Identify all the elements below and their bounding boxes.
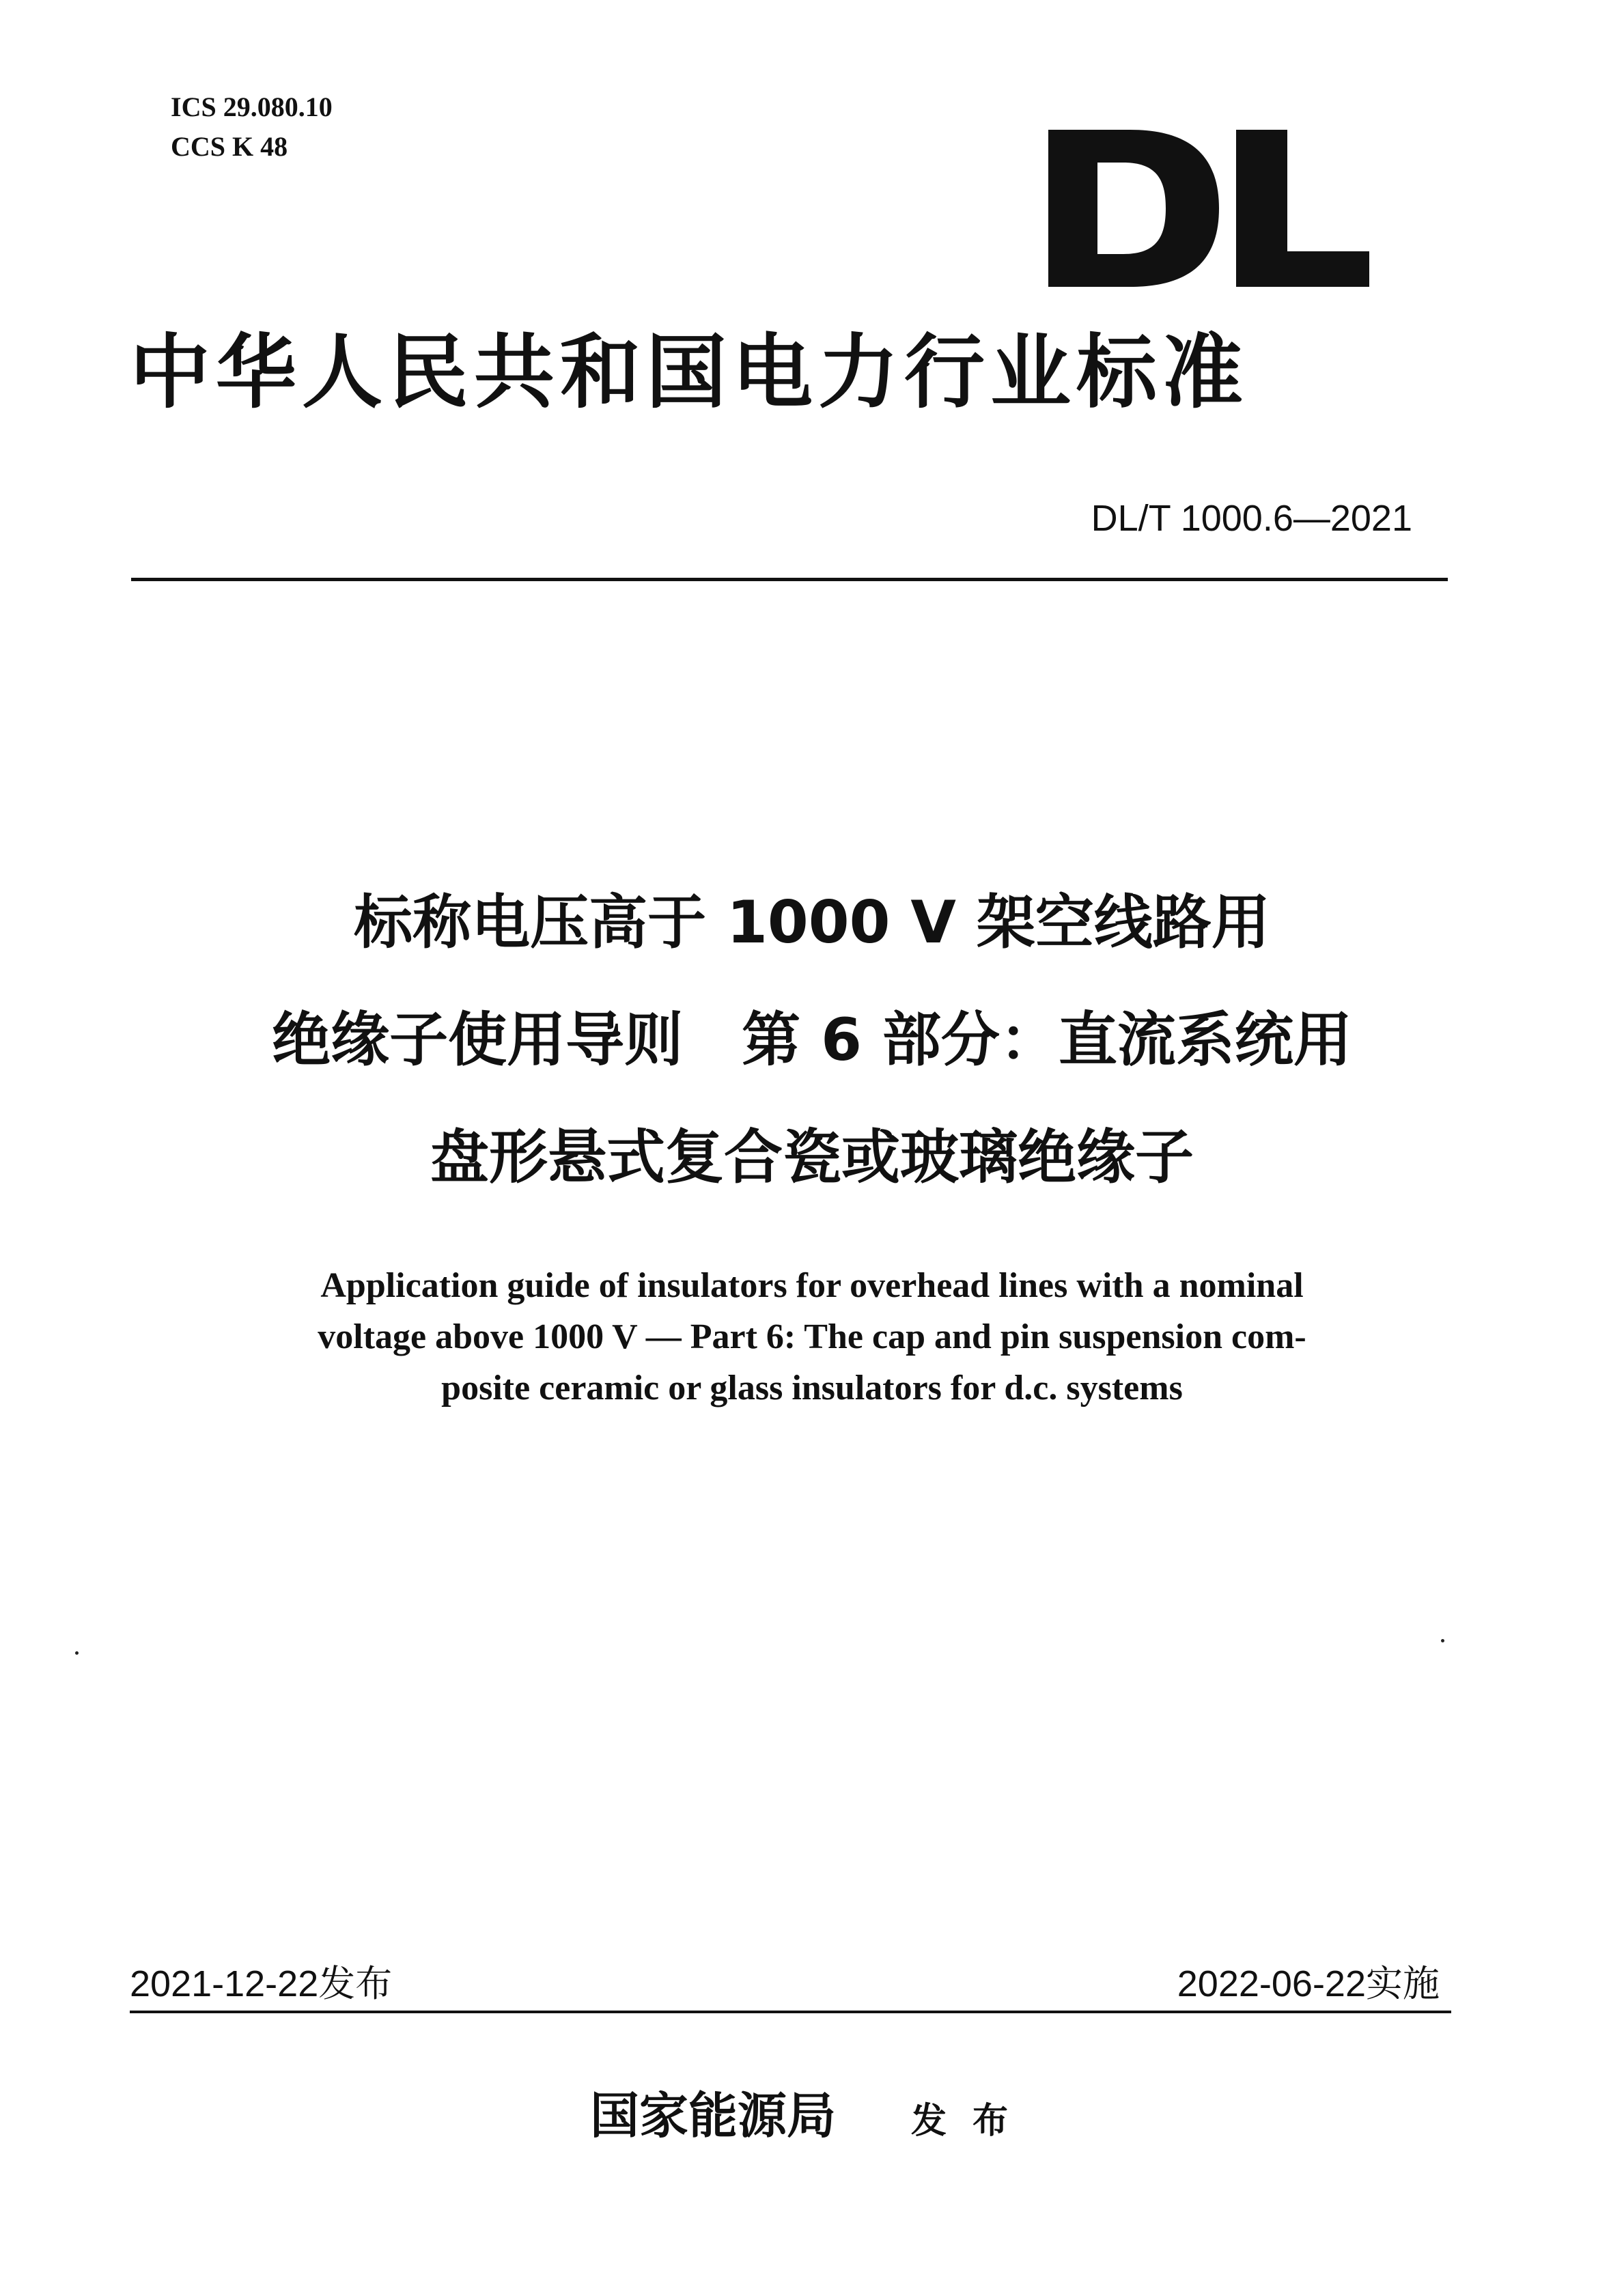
footer-divider <box>130 2011 1451 2013</box>
scan-speck <box>1441 1639 1444 1642</box>
dl-logo-icon <box>1048 130 1369 287</box>
standard-type-title: 中华人民共和国电力行业标准 <box>130 325 1249 419</box>
issue-date: 2021-12-22发布 <box>130 1963 393 2004</box>
chinese-title-line-1: 标称电压高于 1000 V 架空线路用 <box>354 888 1270 957</box>
chinese-title-line-2: 绝缘子使用导则 第 6 部分：直流系统用 <box>272 1006 1352 1074</box>
classification-codes <box>171 87 333 167</box>
implementation-date: 2022-06-22实施 <box>1177 1963 1440 2004</box>
chinese-title-line-3: 盘形悬式复合瓷或玻璃绝缘子 <box>430 1123 1194 1192</box>
ccs-code: CCS K 48 <box>171 131 288 162</box>
issuer-line <box>0 2076 1624 2147</box>
header-divider <box>131 578 1448 581</box>
issue-label: 发布 <box>911 2101 1035 2142</box>
issuing-authority: 国家能源局 <box>589 2087 836 2144</box>
english-title-line-2: voltage above 1000 V — Part 6: The cap and pin suspension com- <box>318 1317 1306 1356</box>
english-title-line-1: Application guide of insulators for overhead lines with a nominal <box>320 1266 1304 1305</box>
scan-speck <box>75 1651 79 1655</box>
chinese-title <box>102 864 1522 1216</box>
standard-number: DL/T 1000.6—2021 <box>1091 498 1412 539</box>
english-title-line-3: posite ceramic or glass insulators for d.c. systems <box>441 1369 1183 1408</box>
ics-code: ICS 29.080.10 <box>171 92 333 122</box>
english-title <box>171 1260 1453 1414</box>
